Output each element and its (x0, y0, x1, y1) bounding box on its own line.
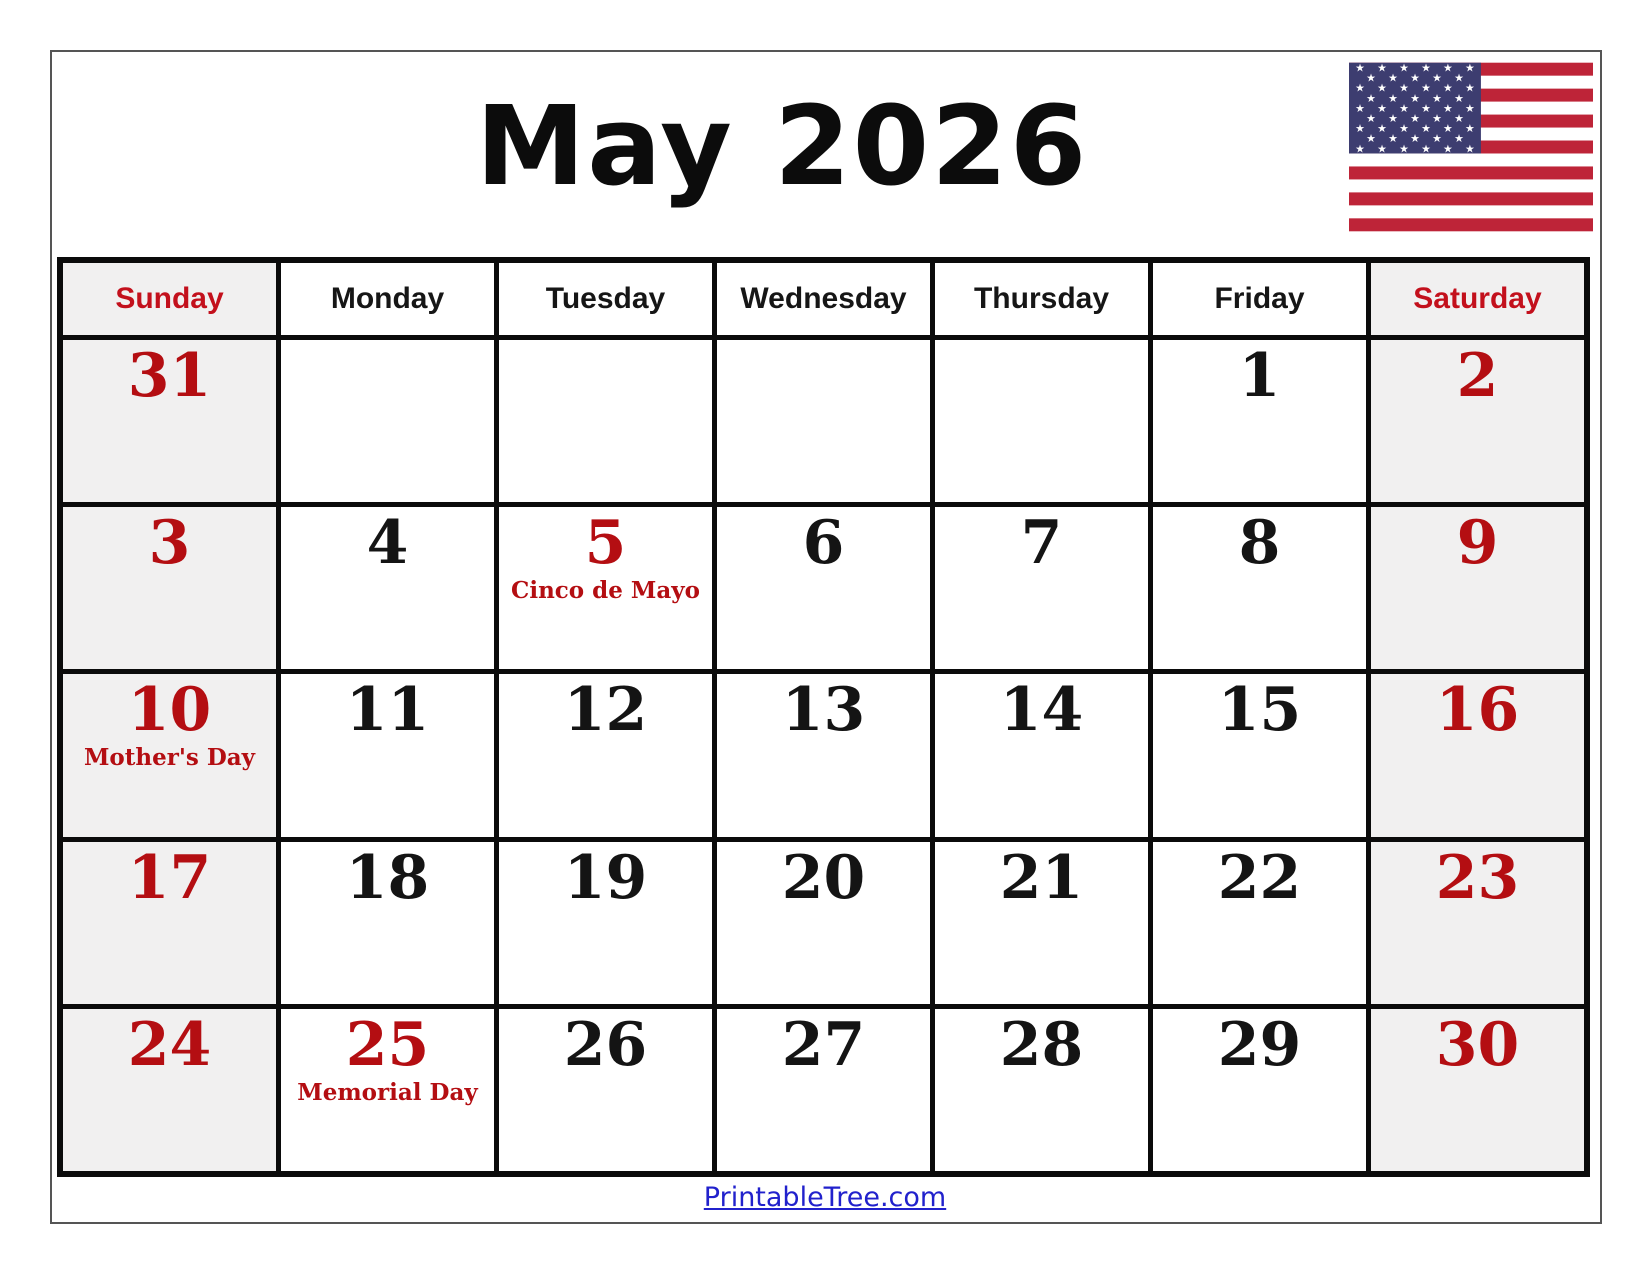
holiday-label: Memorial Day (297, 1078, 478, 1106)
svg-text:★★★★★★: ★★★★★★ (1355, 142, 1488, 156)
weekday-header-thursday: Thursday (935, 263, 1148, 335)
day-cell-1 (1153, 340, 1366, 502)
date-number: 22 (1217, 842, 1302, 913)
svg-text:★★★★★: ★★★★★ (1366, 91, 1477, 105)
day-cell-22 (1153, 842, 1366, 1004)
date-number: 25 (345, 1009, 430, 1080)
day-cell-23 (1371, 842, 1584, 1004)
day-cell-26 (499, 1009, 712, 1171)
calendar-grid (57, 257, 1590, 1177)
day-cell-19 (499, 842, 712, 1004)
date-number: 19 (563, 842, 648, 913)
empty-cell (499, 340, 712, 502)
empty-cell (281, 340, 494, 502)
empty-cell (717, 340, 930, 502)
date-number: 11 (345, 675, 430, 746)
day-cell-18 (281, 842, 494, 1004)
weekday-header-tuesday: Tuesday (499, 263, 712, 335)
date-number: 18 (345, 842, 430, 913)
date-number: 6 (802, 508, 845, 579)
date-number: 3 (148, 508, 191, 579)
date-number: 5 (584, 508, 627, 579)
date-number: 13 (781, 675, 866, 746)
day-cell-25 (281, 1009, 494, 1171)
date-number: 1 (1238, 341, 1281, 411)
day-cell-7 (935, 507, 1148, 669)
weekday-header-wednesday: Wednesday (717, 263, 930, 335)
date-number: 14 (999, 675, 1084, 746)
date-number: 7 (1020, 508, 1063, 579)
empty-cell (935, 340, 1148, 502)
day-cell-13 (717, 674, 930, 836)
day-cell-28 (935, 1009, 1148, 1171)
date-number: 12 (563, 675, 648, 746)
page-title: May 2026 (475, 82, 1089, 210)
day-cell-9 (1371, 507, 1584, 669)
day-cell-31 (63, 340, 276, 502)
day-cell-4 (281, 507, 494, 669)
svg-text:★★★★★★: ★★★★★★ (1355, 101, 1488, 115)
date-number: 21 (999, 842, 1084, 913)
day-cell-20 (717, 842, 930, 1004)
date-number: 16 (1435, 675, 1520, 746)
day-cell-12 (499, 674, 712, 836)
day-cell-24 (63, 1009, 276, 1171)
svg-text:★★★★★★: ★★★★★★ (1355, 62, 1488, 75)
svg-text:★★★★★: ★★★★★ (1366, 112, 1477, 126)
weekday-header-saturday: Saturday (1371, 263, 1584, 335)
day-cell-21 (935, 842, 1148, 1004)
date-number: 2 (1456, 341, 1499, 411)
svg-text:★★★★★: ★★★★★ (1366, 71, 1477, 85)
us-flag-icon (1349, 62, 1593, 232)
date-number: 17 (127, 842, 212, 913)
holiday-label: Mother's Day (83, 744, 256, 772)
day-cell-29 (1153, 1009, 1366, 1171)
date-number: 26 (563, 1009, 648, 1080)
weekday-header-sunday: Sunday (63, 263, 276, 335)
date-number: 23 (1435, 842, 1520, 913)
footer (0, 1182, 1650, 1213)
day-cell-17 (63, 842, 276, 1004)
date-number: 4 (366, 508, 409, 579)
day-cell-3 (63, 507, 276, 669)
svg-text:★★★★★★: ★★★★★★ (1355, 81, 1488, 95)
weekday-header-friday: Friday (1153, 263, 1366, 335)
day-cell-6 (717, 507, 930, 669)
day-cell-5 (499, 507, 712, 669)
day-cell-11 (281, 674, 494, 836)
weekday-header-monday: Monday (281, 263, 494, 335)
date-number: 28 (999, 1009, 1084, 1080)
day-cell-30 (1371, 1009, 1584, 1171)
svg-text:★★★★★: ★★★★★ (1366, 132, 1477, 146)
day-cell-10 (63, 674, 276, 836)
date-number: 31 (127, 341, 212, 411)
date-number: 10 (127, 675, 212, 746)
date-number: 30 (1435, 1009, 1520, 1080)
day-cell-15 (1153, 674, 1366, 836)
date-number: 24 (127, 1009, 212, 1080)
date-number: 20 (781, 842, 866, 913)
day-cell-2 (1371, 340, 1584, 502)
date-number: 27 (781, 1009, 866, 1080)
date-number: 29 (1217, 1009, 1302, 1080)
day-cell-8 (1153, 507, 1366, 669)
footer-link[interactable]: PrintableTree.com (703, 1182, 947, 1213)
date-number: 9 (1456, 508, 1499, 579)
day-cell-16 (1371, 674, 1584, 836)
day-cell-14 (935, 674, 1148, 836)
day-cell-27 (717, 1009, 930, 1171)
svg-text:★★★★★★: ★★★★★★ (1355, 122, 1488, 136)
date-number: 15 (1217, 675, 1302, 746)
holiday-label: Cinco de Mayo (511, 577, 700, 605)
date-number: 8 (1238, 508, 1281, 579)
